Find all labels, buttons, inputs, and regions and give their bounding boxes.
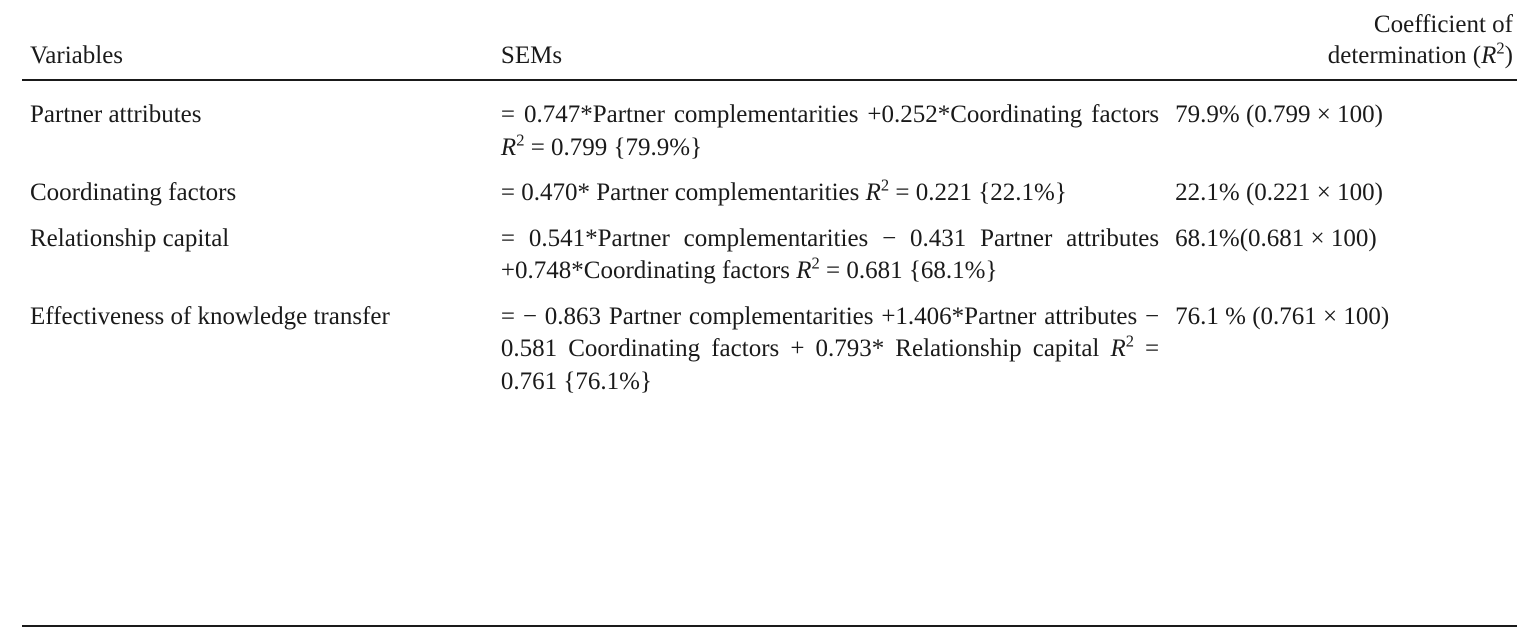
coefficient-header-line2	[1181, 38, 1513, 72]
row-r2: 68.1%(0.681 × 100)	[1175, 224, 1377, 252]
coefficient-header-line1: Coefficient of	[1373, 11, 1513, 38]
table-row	[22, 214, 1517, 292]
header-row	[22, 0, 1517, 80]
row-sem: = 0.541*Partner complementarities − 0.431 Partner attributes +0.748*Coordinating factors $R^2 = 0.681$ {68.1%}	[500, 224, 1160, 284]
table-row	[22, 80, 1517, 168]
table-header	[22, 0, 1517, 80]
column-header-coefficient-of-determination	[1173, 0, 1517, 80]
table-row	[22, 292, 1517, 403]
coefficient-header-prefix: determination (	[1327, 41, 1482, 69]
row-sem: = 0.747*Partner complementarities +0.252*Coordinating factors $R^2 = 0.799$ {79.9%}	[500, 101, 1160, 161]
r-symbol: R	[1481, 41, 1497, 69]
row-sem: = 0.470* Partner complementarities $R^2 = 0.221$ {22.1%}	[500, 175, 1067, 206]
row-r2: 22.1% (0.221 × 100)	[1175, 179, 1383, 206]
row-variable: Relationship capital	[30, 224, 230, 252]
sem-results-table	[22, 0, 1517, 402]
column-header-variables: Variables	[30, 41, 124, 69]
row-variable: Coordinating factors	[30, 179, 237, 206]
r-superscript: 2	[1496, 38, 1505, 58]
column-header-sems: SEMs	[500, 41, 563, 69]
coefficient-header-suffix: )	[1504, 41, 1513, 69]
table-bottom-rule	[22, 625, 1517, 627]
row-variable: Partner attributes	[30, 101, 202, 128]
row-variable: Effectiveness of knowledge transfer	[30, 302, 390, 330]
row-r2: 79.9% (0.799 × 100)	[1175, 101, 1383, 128]
table-body	[22, 80, 1517, 402]
row-sem: = − 0.863 Partner complementarities +1.406*Partner attributes − 0.581 Coordinating factors + 0.793* Relationship capital $R^2 = 0.761$ {76.1%}	[500, 302, 1160, 395]
row-r2: 76.1 % (0.761 × 100)	[1175, 302, 1390, 330]
table-row	[22, 168, 1517, 214]
